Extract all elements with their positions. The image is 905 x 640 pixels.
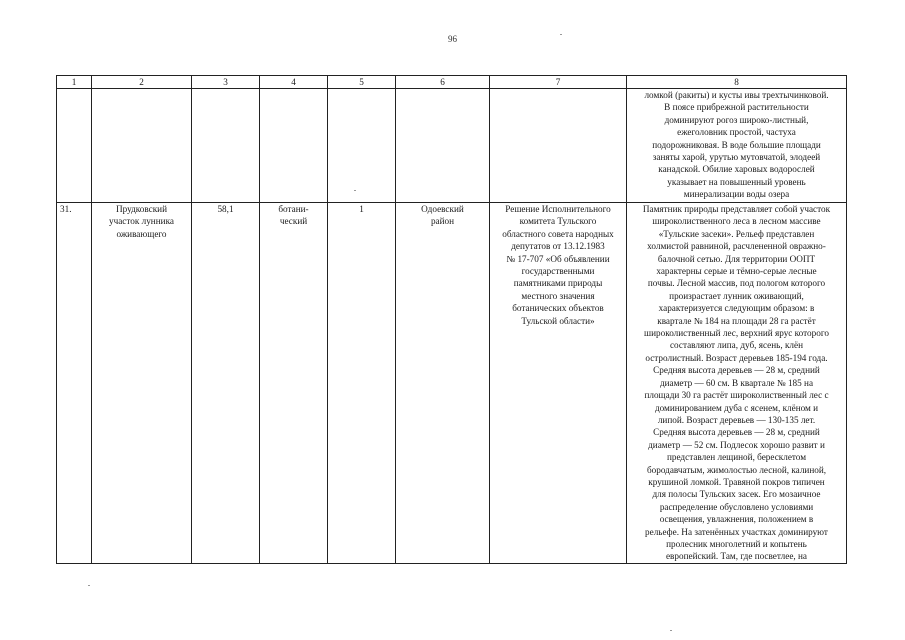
text-line: район <box>430 216 455 227</box>
text-line: Прудковский <box>115 204 168 214</box>
text-line: холмистой равниной, расчлененной овражно- <box>647 241 826 252</box>
text-line: минерализации воды озера <box>683 189 790 200</box>
text-line: памятниками природы <box>513 278 603 289</box>
column-header-3: 3 <box>192 76 260 89</box>
text-line: характерны серые и тёмно-серые лесные <box>656 266 817 277</box>
cell-empty <box>328 89 396 203</box>
text-line: ботанических объектов <box>512 303 604 314</box>
page-number: 96 <box>448 34 457 44</box>
text-line: широколиственного леса в лесном массиве <box>652 216 821 227</box>
text-line: В поясе прибрежной растительности <box>664 102 809 113</box>
continuation-description-cell <box>627 89 847 203</box>
text-line: широколиственный лес, верхний ярус которого <box>644 328 829 339</box>
text-line: «Тульские засеки». Рельеф представлен <box>658 228 815 239</box>
scan-speck <box>88 585 90 586</box>
text-line: рельефе. На затенённых участках доминируют <box>645 526 828 537</box>
text-line: распределение обусловлено условиями <box>659 501 814 512</box>
text-line: балочной сетью. Для территории ООПТ <box>657 253 816 264</box>
text-line: крушиной ломкой. Травяной покров типичен <box>648 476 825 487</box>
cell-empty <box>57 89 92 203</box>
text-line: произрастает лунник оживающий, <box>669 290 804 301</box>
text-line: указывает на повышенный уровень <box>667 176 806 187</box>
text-line: бородавчатым, жимолостью лесной, калиной, <box>646 464 827 475</box>
text-line: государственными <box>521 266 595 277</box>
scan-speck <box>560 34 562 35</box>
location-cell <box>396 203 490 564</box>
column-header-4: 4 <box>260 76 328 89</box>
cell-empty <box>260 89 328 203</box>
text-line: № 17-707 «Об объявлении <box>506 253 610 264</box>
cell-empty <box>192 89 260 203</box>
text-line: Памятник природы представляет собой участок <box>642 204 831 214</box>
text-line: ческий <box>279 216 308 227</box>
text-line: местного значения <box>521 290 595 301</box>
text-line: ежеголовник простой, частуха <box>677 127 796 138</box>
continuation-row <box>57 89 847 203</box>
text-line: квартале № 184 на площади 28 га растёт <box>657 315 816 326</box>
text-line: остролистный. Возраст деревьев 185-194 года. <box>645 352 828 363</box>
text-line: доминируют рогоз широко-листный, <box>664 114 809 125</box>
legal-document-cell <box>490 203 627 564</box>
description-cell <box>627 203 847 564</box>
column-header-5: 5 <box>328 76 396 89</box>
text-line: освещения, увлажнения, положением в <box>659 514 814 525</box>
table-row-31 <box>57 203 847 564</box>
text-line: ломкой (ракиты) и кусты ивы трехтычинковой. <box>644 90 829 100</box>
text-line: Одоевский <box>421 204 464 214</box>
text-line: подорожниковая. В воде большие площади <box>652 139 821 150</box>
text-line: депутатов от 13.12.1983 <box>511 241 605 252</box>
text-line: европейский. Там, где посветлее, на <box>665 551 807 562</box>
scan-speck <box>670 630 672 631</box>
text-line: составляют липа, дуб, ясень, клён <box>669 340 803 351</box>
column-number-row <box>57 76 847 89</box>
text-line: ботани- <box>278 204 309 214</box>
text-line: участок лунника <box>109 216 174 227</box>
cell-empty <box>490 89 627 203</box>
text-line: областного совета народных <box>502 228 614 239</box>
text-line: заняты харой, урутью мутовчатой, элодеей <box>652 152 821 163</box>
text-line: представлен лещиной, бересклетом <box>666 452 807 463</box>
profile-cell <box>260 203 328 564</box>
text-line: диаметр — 60 см. В квартале № 185 на <box>659 377 814 388</box>
scan-speck <box>354 190 356 191</box>
object-name-cell <box>92 203 192 564</box>
text-line: Решение Исполнительного <box>505 204 611 214</box>
text-line: липой. Возраст деревьев — 130-135 лет. <box>657 414 816 425</box>
column-header-1: 1 <box>57 76 92 89</box>
column-header-6: 6 <box>396 76 490 89</box>
column-header-2: 2 <box>92 76 192 89</box>
text-line: Тульской области» <box>521 315 595 326</box>
text-line: оживающего <box>116 228 167 239</box>
text-line: характеризуется следующим образом: в <box>658 303 815 314</box>
column-header-8: 8 <box>627 76 847 89</box>
text-line: канадской. Обилие харовых водорослей <box>658 164 815 175</box>
category-cell: 1 <box>328 203 396 564</box>
text-line: диаметр — 52 см. Подлесок хорошо развит и <box>648 439 825 450</box>
cell-empty <box>92 89 192 203</box>
text-line: для полосы Тульских засек. Его мозаичное <box>652 489 821 500</box>
text-line: Средняя высота деревьев — 28 м, средний <box>653 365 820 376</box>
cell-empty <box>396 89 490 203</box>
text-line: площади 30 га растёт широколиственный лес с <box>644 390 829 401</box>
protected-areas-table <box>56 75 847 564</box>
area-cell: 58,1 <box>192 203 260 564</box>
column-header-7: 7 <box>490 76 627 89</box>
row-number-cell: 31. <box>57 203 92 564</box>
text-line: почвы. Лесной массив, под пологом которого <box>647 278 826 289</box>
text-line: доминированием дуба с ясенем, клёном и <box>654 402 819 413</box>
text-line: пролесник многолетний и копытень <box>666 538 807 549</box>
text-line: Средняя высота деревьев — 28 м, средний <box>653 427 820 438</box>
text-line: комитета Тульского <box>519 216 597 227</box>
